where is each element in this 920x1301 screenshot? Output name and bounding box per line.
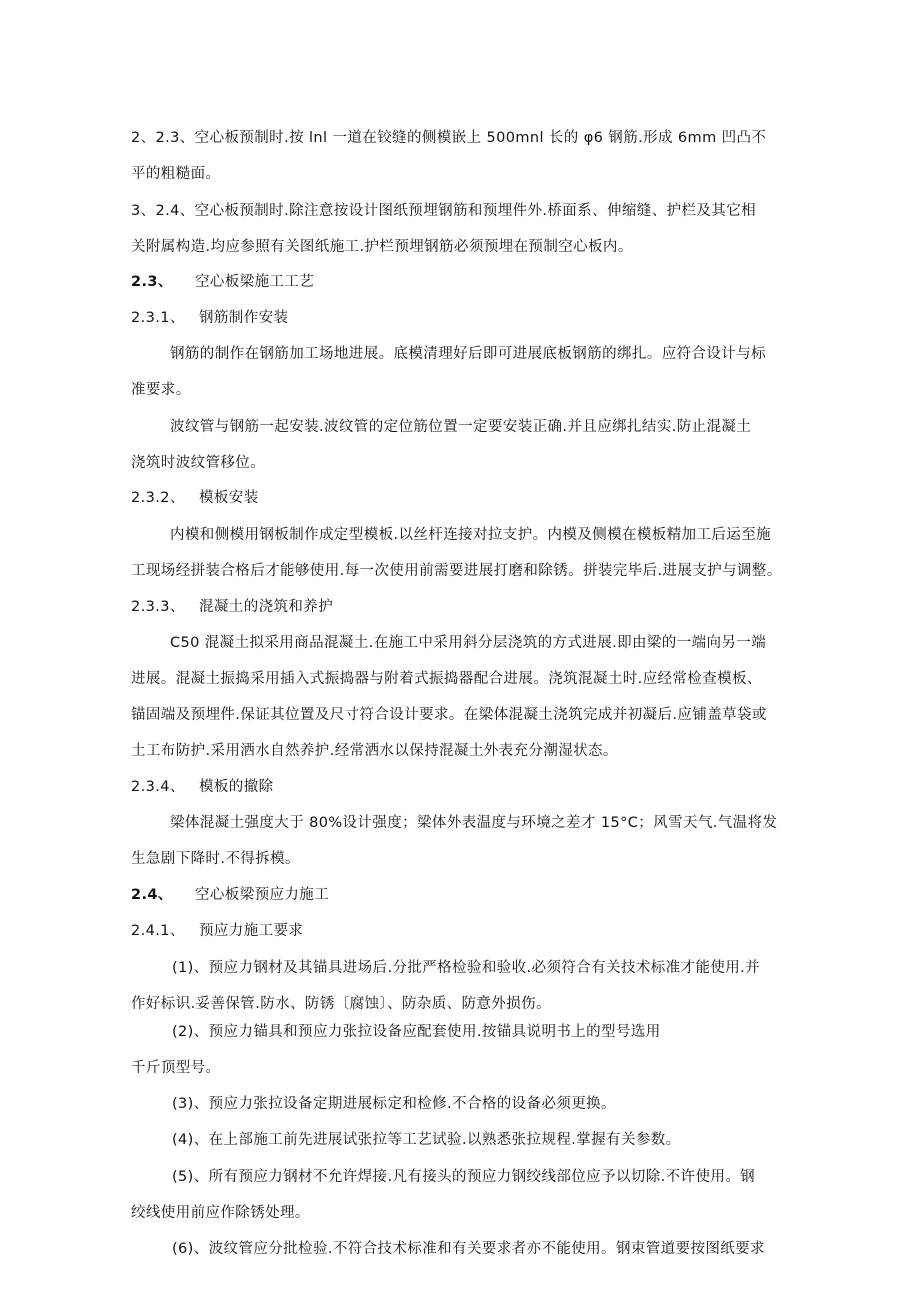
subheading-title: 模板安装 — [199, 490, 259, 506]
paragraph-line: 平的粗糙面。 — [131, 166, 221, 182]
subheading-number: 2.4.1、 — [131, 923, 185, 939]
paragraph-line: 浇筑时波纹管移位。 — [131, 455, 266, 471]
heading-title: 空心板梁预应力施工 — [195, 887, 330, 903]
list-item-line: (2)、预应力锚具和预应力张拉设备应配套使用.按锚具说明书上的型号选用 — [172, 1024, 661, 1040]
subheading-number: 2.3.2、 — [131, 490, 185, 506]
list-item-line: 千斤顶型号。 — [131, 1060, 221, 1076]
paragraph-line: 土工布防护.采用洒水自然养护.经常洒水以保持混凝土外表充分潮湿状态。 — [131, 743, 618, 759]
subheading-number: 2.3.1、 — [131, 310, 185, 326]
section-heading-2-4 — [131, 884, 795, 906]
section-heading-2-3 — [131, 271, 795, 293]
heading-number: 2.4、 — [131, 887, 173, 903]
paragraph-line: 2、2.3、空心板预制时.按 lnl 一道在铰缝的侧模嵌上 500mnl 长的 φ6 钢筋.形成 6mm 凹凸不 — [131, 130, 767, 146]
subsection-heading-2-3-1 — [131, 307, 795, 329]
list-item-line: (3)、预应力张拉设备定期进展标定和检修.不合格的设备必须更换。 — [172, 1096, 616, 1112]
list-item-line: (6)、波纹管应分批检验.不符合技术标准和有关要求者亦不能使用。钢束管道要按图纸要求 — [172, 1241, 765, 1257]
subsection-heading-2-3-3 — [131, 596, 795, 618]
paragraph-line: 工现场经拼装合格后才能够使用.每一次使用前需要进展打磨和除锈。拼装完毕后.进展支护与调整。 — [131, 563, 782, 579]
paragraph-line: 3、2.4、空心板预制时.除注意按设计图纸预埋钢筋和预埋件外.桥面系、伸缩缝、护栏及其它相 — [131, 203, 756, 219]
paragraph-line: 钢筋的制作在钢筋加工场地进展。底模清理好后即可进展底板钢筋的绑扎。应符合设计与标 — [170, 346, 766, 362]
paragraph-line: 波纹管与钢筋一起安装.波纹管的定位筋位置一定要安装正确.并且应绑扎结实.防止混凝土 — [170, 419, 752, 435]
subheading-title: 模板的撤除 — [199, 779, 274, 795]
paragraph-line: 锚固端及预埋件.保证其位置及尺寸符合设计要求。在梁体混凝土浇筑完成并初凝后.应铺盖草袋或 — [131, 707, 767, 723]
subsection-heading-2-4-1 — [131, 920, 795, 942]
heading-title: 空心板梁施工工艺 — [195, 274, 315, 290]
list-item-line: 作好标识.妥善保管.防水、防锈〔腐蚀〕、防杂质、防意外损伤。 — [131, 996, 551, 1012]
paragraph-line: 内模和侧模用钢板制作成定型模板.以丝杆连接对拉支护。内模及侧模在模板精加工后运至施 — [170, 527, 772, 543]
subheading-title: 混凝土的浇筑和养护 — [199, 599, 334, 615]
list-item-line: (1)、预应力钢材及其锚具进场后.分批严格检验和验收.必须符合有关技术标准才能使用.并 — [172, 960, 761, 976]
paragraph-line: 梁体混凝土强度大于 80%设计强度；梁体外表温度与环境之差才 15°C；风雪天气.气温将发 — [170, 815, 778, 831]
paragraph-line: 准要求。 — [131, 382, 191, 398]
paragraph-line: 进展。混凝土振捣采用插入式振捣器与附着式振捣器配合进展。浇筑混凝土时.应经常检查模板、 — [131, 671, 762, 687]
paragraph-line: C50 混凝土拟采用商品混凝土.在施工中采用斜分层浇筑的方式进展.即由梁的一端向另一端 — [170, 635, 767, 651]
paragraph-line: 关附属构造.均应参照有关图纸施工.护栏预埋钢筋必须预埋在预制空心板内。 — [131, 239, 633, 255]
list-item-line: (5)、所有预应力钢材不允许焊接.凡有接头的预应力钢绞线部位应予以切除.不许使用。钢 — [172, 1169, 756, 1185]
subsection-heading-2-3-4 — [131, 776, 795, 798]
subheading-title: 预应力施工要求 — [199, 923, 304, 939]
paragraph-line: 生急剧下降时.不得拆模。 — [131, 851, 300, 867]
subsection-heading-2-3-2 — [131, 487, 795, 509]
heading-number: 2.3、 — [131, 274, 173, 290]
list-item-line: 绞线使用前应作除锈处理。 — [131, 1205, 310, 1221]
subheading-number: 2.3.4、 — [131, 779, 185, 795]
subheading-title: 钢筋制作安装 — [199, 310, 289, 326]
list-item-line: (4)、在上部施工前先进展试张拉等工艺试验.以熟悉张拉规程.掌握有关参数。 — [172, 1132, 681, 1148]
subheading-number: 2.3.3、 — [131, 599, 185, 615]
